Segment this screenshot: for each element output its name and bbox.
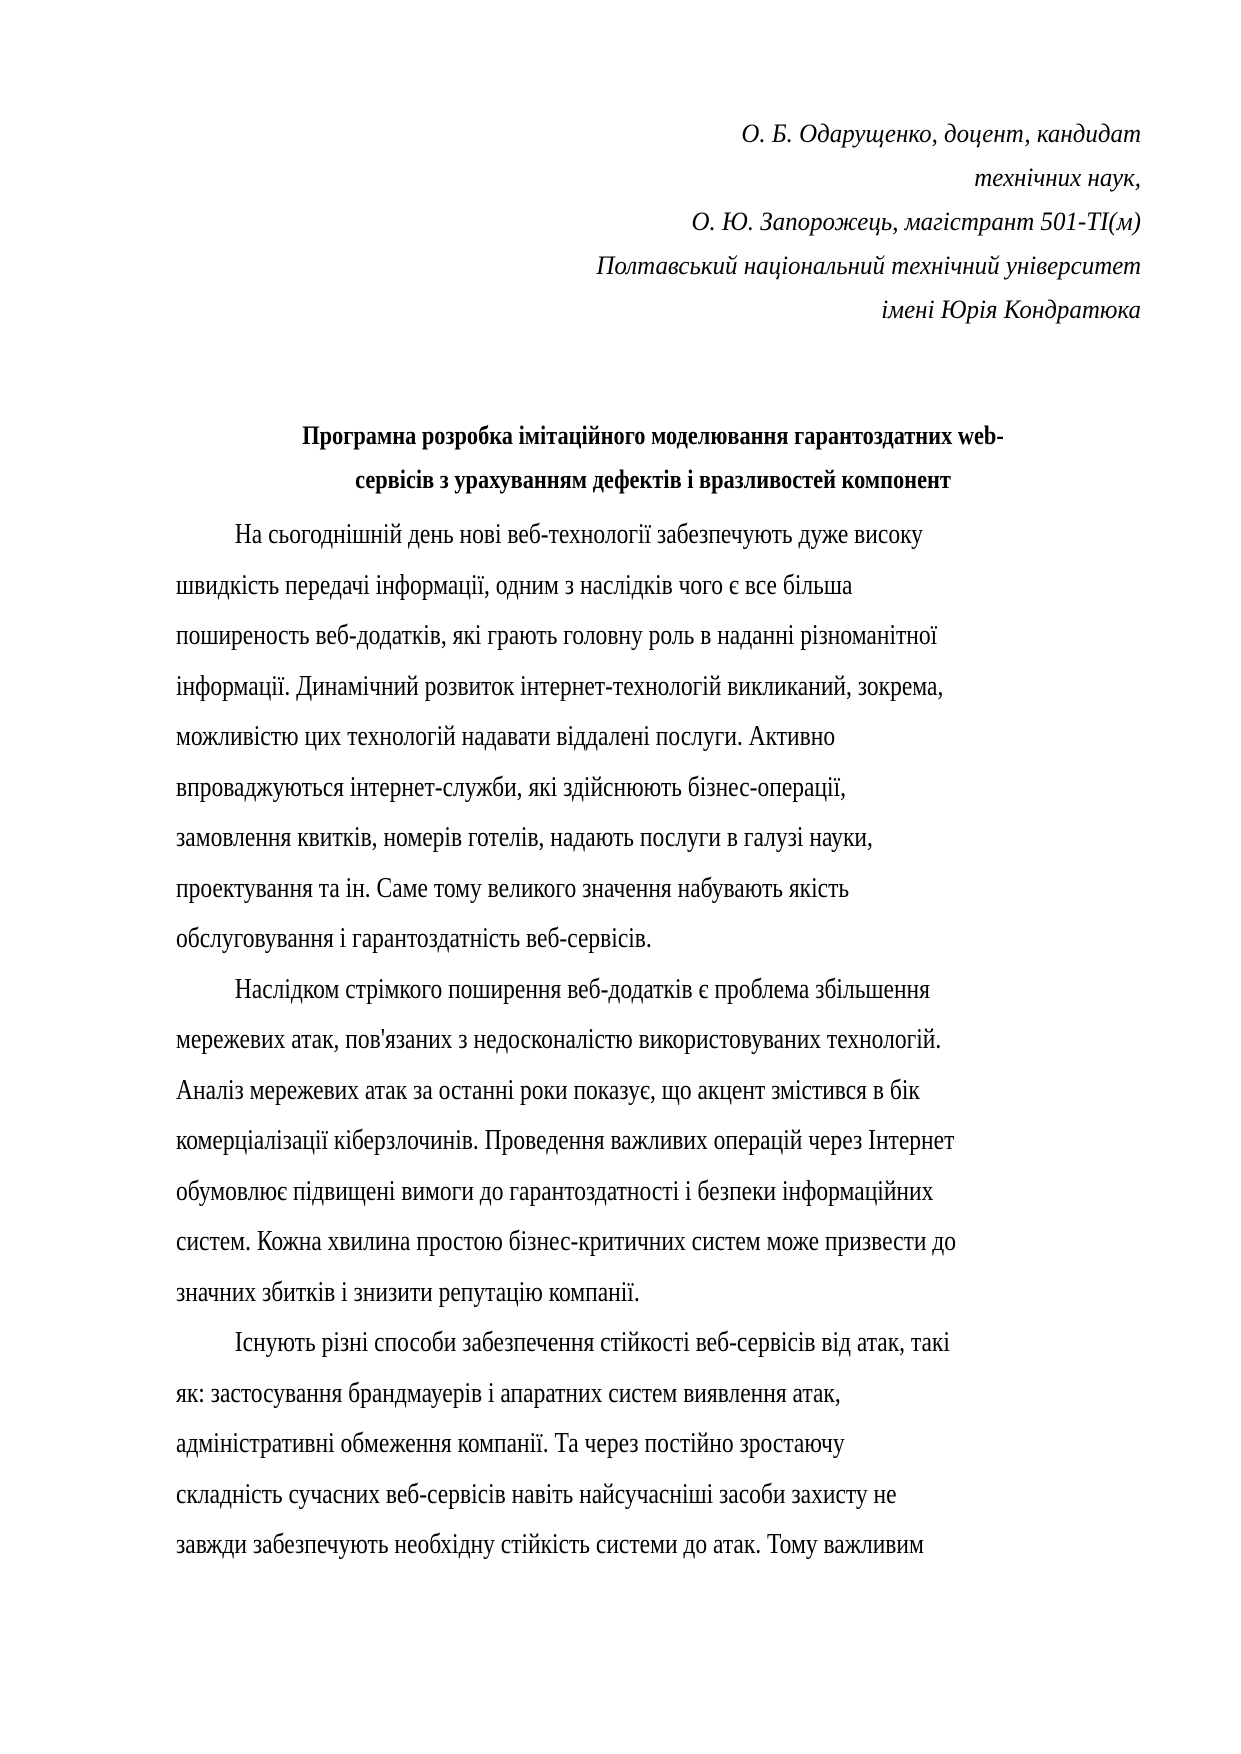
author-affiliation-block <box>469 112 1141 332</box>
paragraph-2-line: Аналіз мережевих атак за останні роки показує, що акцент змістився в бік <box>176 1074 920 1106</box>
paragraph-1-line: проектування та ін. Саме тому великого значення набувають якість <box>176 872 850 904</box>
paragraph-3-line: адміністративні обмеження компанії. Та через постійно зростаючу <box>176 1428 845 1459</box>
body-text <box>176 510 1136 1571</box>
title-line: сервісів з урахуванням дефектів і вразливостей компонент <box>355 465 951 494</box>
author-line: технічних наук, <box>974 163 1141 192</box>
author-line: О. Б. Одарущенко, доцент, кандидат <box>741 119 1141 148</box>
paragraph-2-line: обумовлює підвищені вимоги до гарантоздатності і безпеки інформаційних <box>176 1175 934 1207</box>
paragraph-3-line: Існують різні способи забезпечення стійкості веб-сервісів від атак, такі <box>234 1327 950 1358</box>
affiliation-line: Полтавський національний технічний університет <box>596 251 1141 280</box>
paragraph-2-line: комерціалізації кіберзлочинів. Проведення важливих операцій через Інтернет <box>176 1125 955 1156</box>
paragraph-1-line: замовлення квитків, номерів готелів, надають послуги в галузі науки, <box>176 822 873 853</box>
paper-title <box>239 414 1066 502</box>
paragraph-3-line: як: застосування брандмауерів і апаратних систем виявлення атак, <box>176 1377 841 1409</box>
paragraph-1-line: обслуговування і гарантоздатність веб-сервісів. <box>176 923 652 954</box>
paragraph-3-line: складність сучасних веб-сервісів навіть найсучасніші засоби захисту не <box>176 1478 897 1510</box>
paragraph-1-line: поширеность веб-додатків, які грають головну роль в наданні різноманітної <box>176 620 938 651</box>
paragraph-1-line: На сьогоднішній день нові веб-технології забезпечують дуже високу <box>234 519 923 550</box>
affiliation-line: імені Юрія Кондратюка <box>881 295 1141 324</box>
paragraph-2-line: значних збитків і знизити репутацію компанії. <box>176 1276 640 1308</box>
paragraph-1-line: швидкість передачі інформації, одним з наслідків чого є все більша <box>176 569 853 601</box>
paragraph-2-line: Наслідком стрімкого поширення веб-додатків є проблема збільшення <box>234 973 930 1005</box>
paragraph-1-line: інформації. Динамічний розвиток інтернет-технологій викликаний, зокрема, <box>176 670 944 702</box>
paragraph-1-line: можливістю цих технологій надавати віддалені послуги. Активно <box>176 721 836 752</box>
paragraph-2-line: систем. Кожна хвилина простою бізнес-критичних систем може призвести до <box>176 1226 957 1257</box>
paragraph-1-line: впроваджуються інтернет-служби, які здійснюють бізнес-операції, <box>176 771 847 803</box>
paragraph-3-line: завжди забезпечують необхідну стійкість системи до атак. Тому важливим <box>176 1529 924 1560</box>
author-line: О. Ю. Запорожець, магістрант 501-ТІ(м) <box>691 207 1141 236</box>
paragraph-2-line: мережевих атак, пов'язаних з недосконалістю використовуваних технологій. <box>176 1024 942 1055</box>
title-line: Програмна розробка імітаційного моделювання гарантоздатних web- <box>302 421 1004 450</box>
